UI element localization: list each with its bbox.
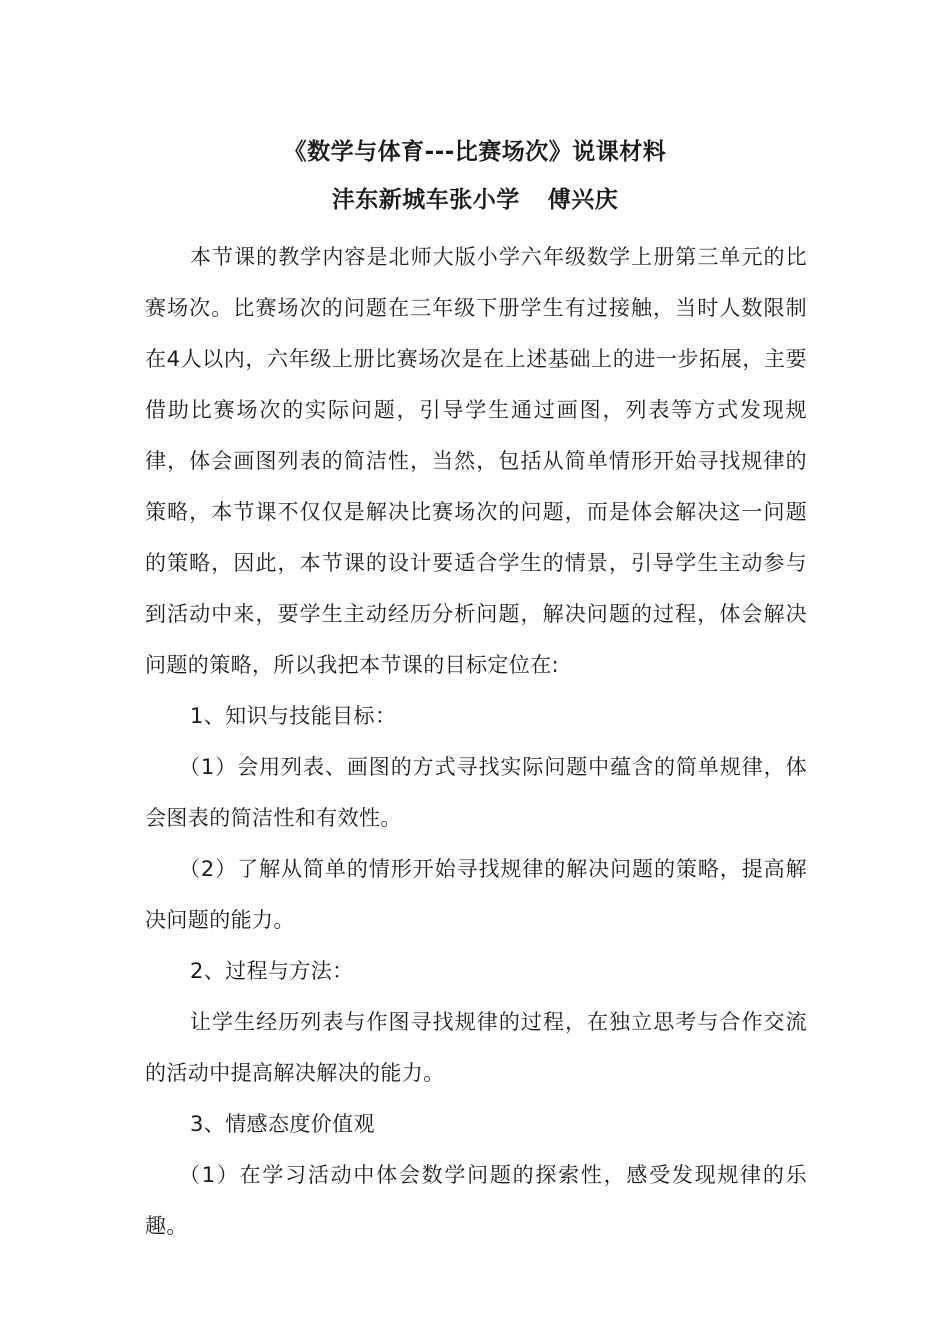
goal-heading-process: 2、过程与方法： <box>190 959 354 983</box>
author-name: 傅兴庆 <box>547 187 619 213</box>
intro-paragraph: 本节课的教学内容是北师大版小学六年级数学上册第三单元的比赛场次。比赛场次的问题在三年级下册学生有过接触，当时人数限制在4人以内，六年级上册比赛场次是在上述基础上的进一步拓展，主要借助比赛场次的实际问题，引导学生通过画图，列表等方式发现规律，体会画图列表的简洁性，当然，包括从简单情形开始寻找规律的策略，本节课不仅仅是解决比赛场次的问题，而是体会解决这一问题的策略，因此，本节课的设计要适合学生的情景，引导学生主动参与到活动中来，要学生主动经历分析问题，解决问题的过程，体会解决问题的策略，所以我把本节课的目标定位在: <box>145 245 807 677</box>
goal-item-emotion-1: （1）在学习活动中体会数学问题的探索性，感受发现规律的乐趣。 <box>145 1163 807 1238</box>
document-body <box>145 232 807 1252</box>
document-title: 《数学与体育---比赛场次》说课材料 <box>283 139 667 165</box>
goal-item-knowledge-2: （2）了解从简单的情形开始寻找规律的解决问题的策略，提高解决问题的能力。 <box>145 857 807 932</box>
goal-item-process: 让学生经历列表与作图寻找规律的过程，在独立思考与合作交流的活动中提高解决解决的能力。 <box>145 1010 807 1085</box>
author-line <box>0 185 950 215</box>
goal-heading-emotion: 3、情感态度价值观 <box>190 1112 375 1136</box>
author-school: 沣东新城车张小学 <box>331 187 520 213</box>
goal-heading-knowledge: 1、知识与技能目标： <box>190 704 397 728</box>
goal-item-knowledge-1: （1）会用列表、画图的方式寻找实际问题中蕴含的简单规律，体会图表的简洁性和有效性。 <box>145 755 807 830</box>
